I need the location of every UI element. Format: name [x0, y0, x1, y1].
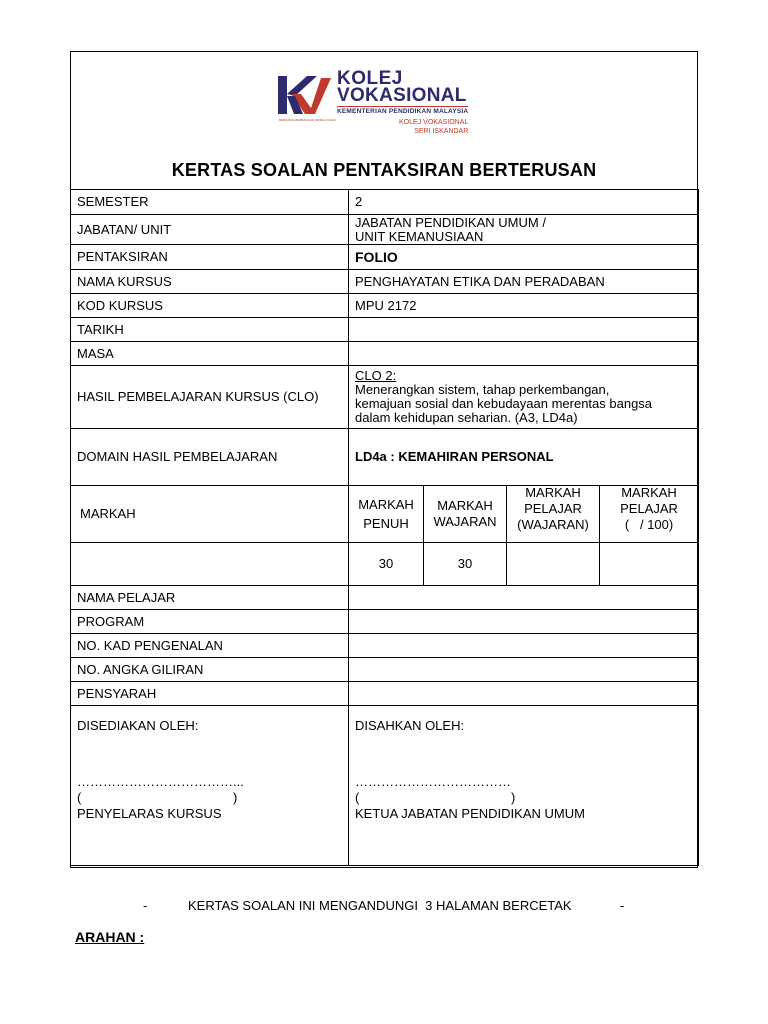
- row-pentaksiran: [71, 245, 699, 270]
- row-program: [71, 610, 699, 634]
- clo-line1: Menerangkan sistem, tahap perkembangan,: [355, 382, 610, 397]
- college-logo: [71, 52, 697, 160]
- prepared-by-name: ( ): [77, 790, 238, 805]
- approved-by-dots: ………………………………: [355, 774, 511, 789]
- row-angka-giliran: [71, 658, 699, 682]
- markah-pelajar-100-value[interactable]: [600, 543, 699, 586]
- value-kod-kursus: MPU 2172: [349, 294, 699, 318]
- markah-wajaran-line1: MARKAH: [437, 498, 493, 513]
- prepared-by-role: PENYELARAS KURSUS: [77, 806, 222, 821]
- label-kod-kursus: KOD KURSUS: [71, 294, 349, 318]
- label-pensyarah: PENSYARAH: [71, 682, 349, 706]
- approved-by-role: KETUA JABATAN PENDIDIKAN UMUM: [355, 806, 585, 821]
- row-masa: [71, 342, 699, 366]
- value-nama-kursus: PENGHAYATAN ETIKA DAN PERADABAN: [349, 270, 699, 294]
- logo-tagline: BERSAMA MEMBANGUN MODAL INSAN: [279, 118, 336, 122]
- field-angka-giliran[interactable]: [349, 658, 699, 682]
- value-jabatan: [349, 215, 699, 245]
- markah-pelajar-wajaran-line2: PELAJAR: [524, 501, 582, 516]
- row-tarikh: [71, 318, 699, 342]
- label-clo: HASIL PEMBELAJARAN KURSUS (CLO): [71, 366, 349, 429]
- signature-approved-by: [349, 706, 699, 866]
- label-program: PROGRAM: [71, 610, 349, 634]
- clo-line3: dalam kehidupan seharian. (A3, LD4a): [355, 410, 578, 425]
- label-nama-pelajar: NAMA PELAJAR: [71, 586, 349, 610]
- field-program[interactable]: [349, 610, 699, 634]
- markah-penuh-line2: PENUH: [363, 515, 409, 531]
- markah-penuh-header: [349, 486, 424, 543]
- value-masa: [349, 342, 699, 366]
- markah-pelajar-100-line2: PELAJAR: [620, 501, 678, 516]
- row-kad-pengenalan: [71, 634, 699, 658]
- clo-heading: CLO 2:: [355, 368, 397, 383]
- value-domain: LD4a : KEMAHIRAN PERSONAL: [349, 429, 699, 486]
- label-semester: SEMESTER: [71, 190, 349, 215]
- markah-values-label-cell: [71, 543, 349, 586]
- markah-penuh-line1: MARKAH: [358, 496, 414, 512]
- row-markah-values: [71, 543, 699, 586]
- row-nama-kursus: [71, 270, 699, 294]
- value-pentaksiran: FOLIO: [349, 245, 699, 270]
- row-jabatan: [71, 215, 699, 245]
- markah-pelajar-100-line1: MARKAH: [621, 485, 677, 500]
- label-markah: MARKAH: [71, 486, 349, 543]
- markah-wajaran-header: [424, 486, 507, 543]
- markah-pelajar-wajaran-line1: MARKAH: [525, 485, 581, 500]
- question-paper-cover: [70, 51, 698, 868]
- field-pensyarah[interactable]: [349, 682, 699, 706]
- label-tarikh: TARIKH: [71, 318, 349, 342]
- label-pentaksiran: PENTAKSIRAN: [71, 245, 349, 270]
- row-semester: [71, 190, 699, 215]
- course-info-table: [70, 189, 699, 866]
- row-signatures: [71, 706, 699, 866]
- clo-line2: kemajuan sosial dan kebudayaan merentas bangsa: [355, 396, 653, 411]
- markah-pelajar-wajaran-value[interactable]: [507, 543, 600, 586]
- markah-wajaran-value: 30: [424, 543, 507, 586]
- footer-dash-left: -: [143, 898, 148, 913]
- markah-wajaran-line2: WAJARAN: [433, 514, 497, 529]
- row-clo: [71, 366, 699, 429]
- logo-ministry: KEMENTERIAN PENDIDIKAN MALAYSIA: [337, 108, 469, 115]
- approved-by-name: ( ): [355, 790, 516, 805]
- label-domain: DOMAIN HASIL PEMBELAJARAN: [71, 429, 349, 486]
- label-nama-kursus: NAMA KURSUS: [71, 270, 349, 294]
- value-clo: [349, 366, 699, 429]
- logo-line-vokasional: VOKASIONAL: [337, 85, 467, 106]
- markah-pelajar-100-line3: ( / 100): [624, 517, 674, 532]
- label-kad-pengenalan: NO. KAD PENGENALAN: [71, 634, 349, 658]
- label-masa: MASA: [71, 342, 349, 366]
- row-markah-header: [71, 486, 699, 543]
- label-angka-giliran: NO. ANGKA GILIRAN: [71, 658, 349, 682]
- markah-pelajar-100-header: [600, 486, 699, 543]
- logo-text: [337, 70, 468, 136]
- value-jabatan-line2: UNIT KEMANUSIAAN: [355, 228, 484, 244]
- signature-prepared-by: [71, 706, 349, 866]
- logo-college-line1: KOLEJ VOKASIONAL: [399, 119, 469, 126]
- value-jabatan-line1: JABATAN PENDIDIKAN UMUM /: [355, 214, 546, 230]
- markah-pelajar-wajaran-line3: (WAJARAN): [517, 517, 589, 532]
- markah-penuh-value: 30: [349, 543, 424, 586]
- row-kod-kursus: [71, 294, 699, 318]
- row-domain: [71, 429, 699, 486]
- value-semester: 2: [349, 190, 699, 215]
- logo-college-name: [337, 118, 468, 136]
- markah-pelajar-wajaran-header: [507, 486, 600, 543]
- instructions-heading: ARAHAN :: [75, 929, 145, 945]
- row-nama-pelajar: [71, 586, 699, 610]
- footer-text: KERTAS SOALAN INI MENGANDUNGI 3 HALAMAN BERCETAK: [188, 898, 572, 913]
- value-tarikh: [349, 318, 699, 342]
- footer-dash-right: -: [620, 898, 625, 913]
- kv-logo-mark-icon: [277, 72, 333, 117]
- field-kad-pengenalan[interactable]: [349, 634, 699, 658]
- approved-by-heading: DISAHKAN OLEH:: [355, 718, 465, 733]
- prepared-by-heading: DISEDIAKAN OLEH:: [77, 718, 199, 733]
- prepared-by-dots: ………………………………...: [77, 774, 244, 789]
- label-jabatan: JABATAN/ UNIT: [71, 215, 349, 245]
- page-title: KERTAS SOALAN PENTAKSIRAN BERTERUSAN: [171, 160, 597, 180]
- row-pensyarah: [71, 682, 699, 706]
- logo-line-kolej: KOLEJ: [337, 68, 403, 89]
- field-nama-pelajar[interactable]: [349, 586, 699, 610]
- logo-college-line2: SERI ISKANDAR: [414, 128, 469, 135]
